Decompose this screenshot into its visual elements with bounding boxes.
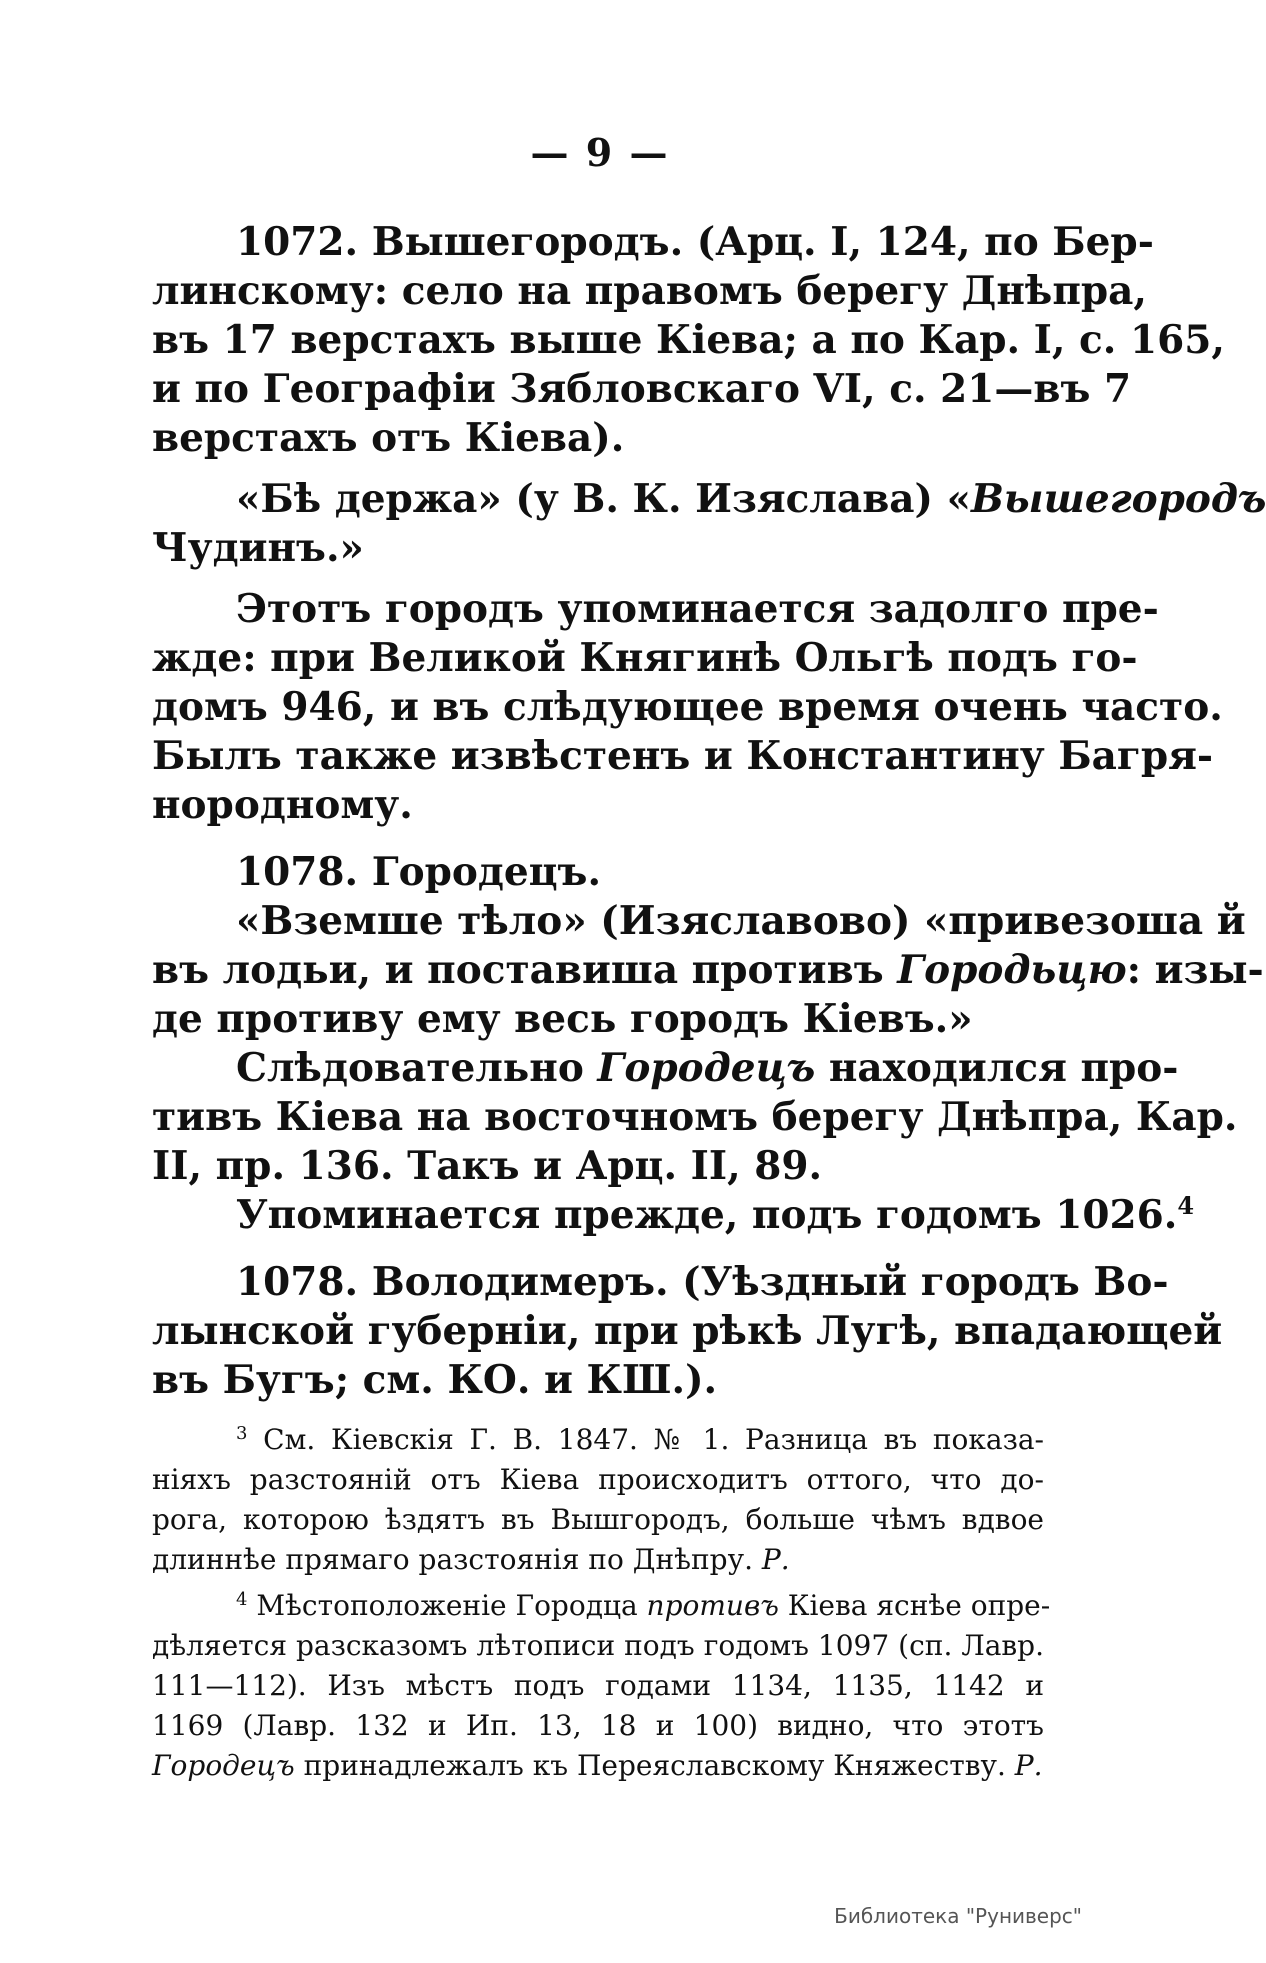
- footnote-4: [152, 1586, 1051, 1786]
- text-line: въ Бугъ; см. КО. и КШ.).: [152, 1357, 718, 1403]
- text-line: II, пр. 136. Такъ и Арц. II, 89.: [152, 1143, 823, 1189]
- text-line: домъ 946, и въ слѣдующее время очень часто.: [152, 684, 1223, 730]
- text-line: въ 17 верстахъ выше Кіева; а по Кар. I, с. 165,: [152, 317, 1225, 363]
- entry-heading: 1078. Городецъ.: [236, 849, 602, 895]
- text-line: 1078. Володимеръ. (Уѣздный городъ Во-: [236, 1259, 1169, 1305]
- text-line: Чудинъ.»: [152, 525, 364, 571]
- text-line: Слѣдовательно Городецъ находился про-: [236, 1045, 1179, 1091]
- text-line: де противу ему весь городъ Кіевъ.»: [152, 996, 973, 1042]
- entry-volodimer: [152, 1258, 1223, 1405]
- page-number: — 9 —: [530, 130, 670, 175]
- text-line: $^3$ См. Кіевскія Г. В. 1847. № 1. Разница въ показа-: [236, 1423, 1045, 1456]
- text-line: Городецъ принадлежалъ къ Переяславскому Княжеству. Р.: [152, 1749, 1043, 1782]
- text-line: жде: при Великой Княгинѣ Ольгѣ подъ го-: [152, 635, 1138, 681]
- paragraph-history: [152, 585, 1223, 830]
- entry-vyshegorod: [152, 218, 1225, 463]
- footnote-ref: 4: [1177, 1191, 1195, 1220]
- text-line: верстахъ отъ Кіева).: [152, 415, 625, 461]
- library-footer: Библиотека "Руниверс": [834, 1904, 1082, 1928]
- text-line: Былъ также извѣстенъ и Константину Багря-: [152, 733, 1214, 779]
- text-line: 1169 (Лавр. 132 и Ип. 13, 18 и 100) видно, что этотъ: [152, 1709, 1044, 1742]
- text-line: $^4$ Мѣстоположеніе Городца противъ Кіева яснѣе опре-: [236, 1589, 1051, 1622]
- footnotes: [152, 1420, 1051, 1792]
- text-line: «Бѣ держа» (у В. К. Изяслава) «Вышегородъ: [236, 476, 1266, 522]
- text-line: и по Географіи Зябловскаго VI, с. 21—въ 7: [152, 366, 1132, 412]
- main-text: [152, 218, 1266, 1417]
- footnote-3: [152, 1420, 1044, 1580]
- text-line: рога, которою ѣздятъ въ Вышгородъ, больше чѣмъ вдвое: [152, 1503, 1044, 1536]
- entry-gorodets: [152, 848, 1264, 1240]
- text-line: линскому: село на правомъ берегу Днѣпра,: [152, 268, 1147, 314]
- text-line: 111—112). Изъ мѣстъ подъ годами 1134, 1135, 1142 и: [152, 1669, 1044, 1702]
- text-line: въ лодьи, и поставиша противъ Городьцю: изы-: [152, 947, 1264, 993]
- quote-vyshegorod: [152, 475, 1266, 573]
- text-line: ніяхъ разстояній отъ Кіева происходитъ оттого, что до-: [152, 1463, 1044, 1496]
- text-line: Этотъ городъ упоминается задолго пре-: [236, 586, 1159, 632]
- text-line: нородному.: [152, 782, 413, 828]
- text-line: «Вземше тѣло» (Изяславово) «привезоша й: [236, 898, 1246, 944]
- text-line: дѣляется разсказомъ лѣтописи подъ годомъ 1097 (сп. Лавр.: [152, 1629, 1044, 1662]
- text-line: 1072. Вышегородъ. (Арц. I, 124, по Бер-: [236, 219, 1154, 265]
- text-line: длиннѣе прямаго разстоянія по Днѣпру. Р.: [152, 1543, 790, 1576]
- text-line: Упоминается прежде, подъ годомъ 1026.$^4$: [236, 1191, 1195, 1238]
- text-line: тивъ Кіева на восточномъ берегу Днѣпра, Кар.: [152, 1094, 1238, 1140]
- text-line: лынской губерніи, при рѣкѣ Лугѣ, впадающей: [152, 1308, 1223, 1354]
